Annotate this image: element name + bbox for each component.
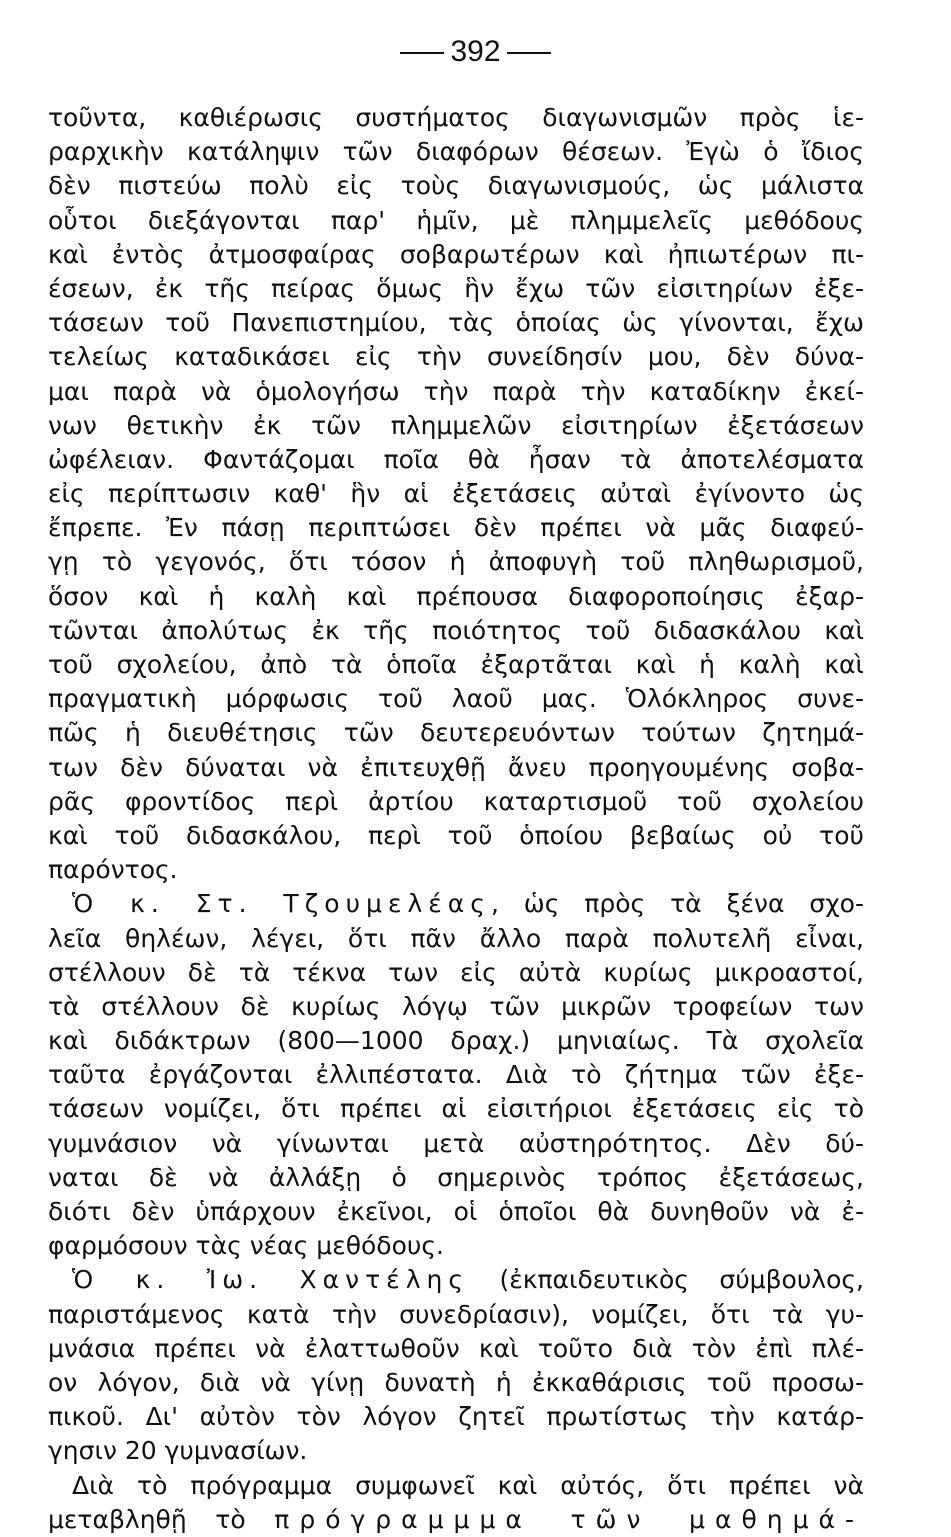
- text-line: ον λόγον, διὰ νὰ γίνῃ δυνατὴ ἡ ἐκκαθάρισις τοῦ προσω-: [48, 1367, 864, 1397]
- speaker-line: [48, 1263, 864, 1297]
- text-line: πικοῦ. Δι' αὐτὸν τὸν λόγον ζητεῖ πρωτίστως τὴν κατάρ-: [48, 1402, 864, 1432]
- text-line: τελείως καταδικάσει εἰς τὴν συνείδησίν μου, δὲν δύνα-: [48, 342, 864, 372]
- text-line: ραρχικὴν κατάληψιν τῶν διαφόρων θέσεων. Ἐγὼ ὁ ἴδιος: [48, 137, 864, 167]
- final-line: [48, 1503, 864, 1537]
- text-line: καὶ διδάκτρων (800—1000 δραχ.) μηνιαίως. Τὰ σχολεῖα: [48, 1026, 864, 1056]
- text-line: καὶ τοῦ διδασκάλου, περὶ τοῦ ὁποίου βεβαίως οὐ τοῦ: [48, 820, 864, 850]
- page-number-dash-right: [507, 52, 551, 54]
- text-line: τῶνται ἀπολύτως ἐκ τῆς ποιότητος τοῦ διδασκάλου καὶ: [48, 615, 864, 645]
- text-line: τὰ στέλλουν δὲ κυρίως λόγῳ τῶν μικρῶν τροφείων των: [48, 991, 864, 1021]
- text-line: μαι παρὰ νὰ ὁμολογήσω τὴν παρὰ τὴν καταδίκην ἐκεί-: [48, 376, 864, 406]
- text-line: μνάσια πρέπει νὰ ἐλαττωθοῦν καὶ τοῦτο διὰ τὸν ἐπὶ πλέ-: [48, 1333, 864, 1363]
- text-line: γῃ τὸ γεγονός, ὅτι τόσον ἡ ἀποφυγὴ τοῦ πληθωρισμοῦ,: [48, 547, 864, 577]
- text-line: γυμνάσιον νὰ γίνωνται μετὰ αὐστηρότητος. Δὲν δύ-: [48, 1128, 864, 1158]
- text-line: πραγματικὴ μόρφωσις τοῦ λαοῦ μας. Ὁλόκληρος συνε-: [48, 684, 864, 714]
- speaker-text: (ἐκπαιδευτικὸς σύμβουλος,: [469, 1265, 864, 1295]
- final-line-spaced: πρόγραμμμα τῶν μαθημά-: [274, 1504, 864, 1534]
- text-line: Διὰ τὸ πρόγραμμα συμφωνεῖ καὶ αὐτός, ὅτι πρέπει νὰ: [72, 1470, 864, 1500]
- text-line: ὅσον καὶ ἡ καλὴ καὶ πρέπουσα διαφοροποίησις ἐξαρ-: [48, 581, 864, 611]
- speaker-text: , ὡς πρὸς τὰ ξένα σχο-: [490, 889, 864, 919]
- text-line: νων θετικὴν ἐκ τῶν πλημμελῶν εἰσιτηρίων ἐξετάσεων: [48, 410, 864, 440]
- text-line: φαρμόσουν τὰς νέας μεθόδους.: [48, 1231, 444, 1261]
- page-number-dash-left: [400, 52, 444, 54]
- text-line: τάσεων νομίζει, ὅτι πρέπει αἱ εἰσιτήριοι ἐξετάσεις εἰς τὸ: [48, 1094, 864, 1124]
- text-line: ρᾶς φροντίδος περὶ ἀρτίου καταρτισμοῦ τοῦ σχολείου: [48, 786, 864, 816]
- speaker-line: [48, 887, 864, 921]
- text-line: των δὲν δύναται νὰ ἐπιτευχθῇ ἄνευ προηγουμένης σοβα-: [48, 752, 864, 782]
- speaker-name: Ὁ κ. Στ. Τζουμελέας: [72, 889, 491, 919]
- text-line: έσεων, ἐκ τῆς πείρας ὅμως ἣν ἔχω τῶν εἰσιτηρίων ἐξε-: [48, 273, 864, 303]
- text-line: ὠφέλειαν. Φαντάζομαι ποῖα θὰ ἦσαν τὰ ἀποτελέσματα: [48, 444, 864, 474]
- body-text: [48, 101, 864, 1537]
- speaker-name: Ὁ κ. Ἰω. Χαντέλης: [72, 1265, 470, 1295]
- final-line-start: μεταβληθῇ τὸ: [48, 1504, 275, 1534]
- page-number: [0, 34, 951, 70]
- text-line: οὗτοι διεξάγονται παρ' ἡμῖν, μὲ πλημμελεῖς μεθόδους: [48, 205, 864, 235]
- text-line: παρόντος.: [48, 855, 178, 885]
- text-line: ταῦτα ἐργάζονται ἐλλιπέστατα. Διὰ τὸ ζήτημα τῶν ἐξε-: [48, 1060, 864, 1090]
- text-line: τοῦ σχολείου, ἀπὸ τὰ ὁποῖα ἐξαρτᾶται καὶ ἡ καλὴ καὶ: [48, 650, 864, 679]
- text-line: ναται δὲ νὰ ἀλλάξῃ ὁ σημερινὸς τρόπος ἐξετάσεως,: [48, 1162, 864, 1192]
- text-line: λεῖα θηλέων, λέγει, ὅτι πᾶν ἄλλο παρὰ πολυτελῆ εἶναι,: [48, 923, 864, 953]
- text-line: καὶ ἐντὸς ἀτμοσφαίρας σοβαρωτέρων καὶ ἠπιωτέρων πι-: [48, 239, 864, 269]
- text-line: πῶς ἡ διευθέτησις τῶν δευτερευόντων τούτων ζητημά-: [48, 718, 864, 748]
- text-line: γησιν 20 γυμνασίων.: [48, 1436, 308, 1466]
- text-line: παριστάμενος κατὰ τὴν συνεδρίασιν), νομίζει, ὅτι τὰ γυ-: [48, 1299, 864, 1329]
- text-line: δὲν πιστεύω πολὺ εἰς τοὺς διαγωνισμούς, ὡς μάλιστα: [48, 171, 864, 201]
- text-line: στέλλουν δὲ τὰ τέκνα των εἰς αὐτὰ κυρίως μικροαστοί,: [48, 957, 864, 987]
- page-number-text: 392: [450, 35, 501, 68]
- text-line: ἔπρεπε. Ἐν πάσῃ περιπτώσει δὲν πρέπει νὰ μᾶς διαφεύ-: [48, 513, 864, 543]
- text-line: τοῦντα, καθιέρωσις συστήματος διαγωνισμῶν πρὸς ἱε-: [48, 103, 864, 132]
- text-line: τάσεων τοῦ Πανεπιστημίου, τὰς ὁποίας ὡς γίνονται, ἔχω: [48, 308, 864, 338]
- text-line: διότι δὲν ὑπάρχουν ἐκεῖνοι, οἱ ὁποῖοι θὰ δυνηθοῦν νὰ ἐ-: [48, 1197, 864, 1226]
- text-line: εἰς περίπτωσιν καθ' ἣν αἱ ἐξετάσεις αὐταὶ ἐγίνοντο ὡς: [48, 479, 864, 509]
